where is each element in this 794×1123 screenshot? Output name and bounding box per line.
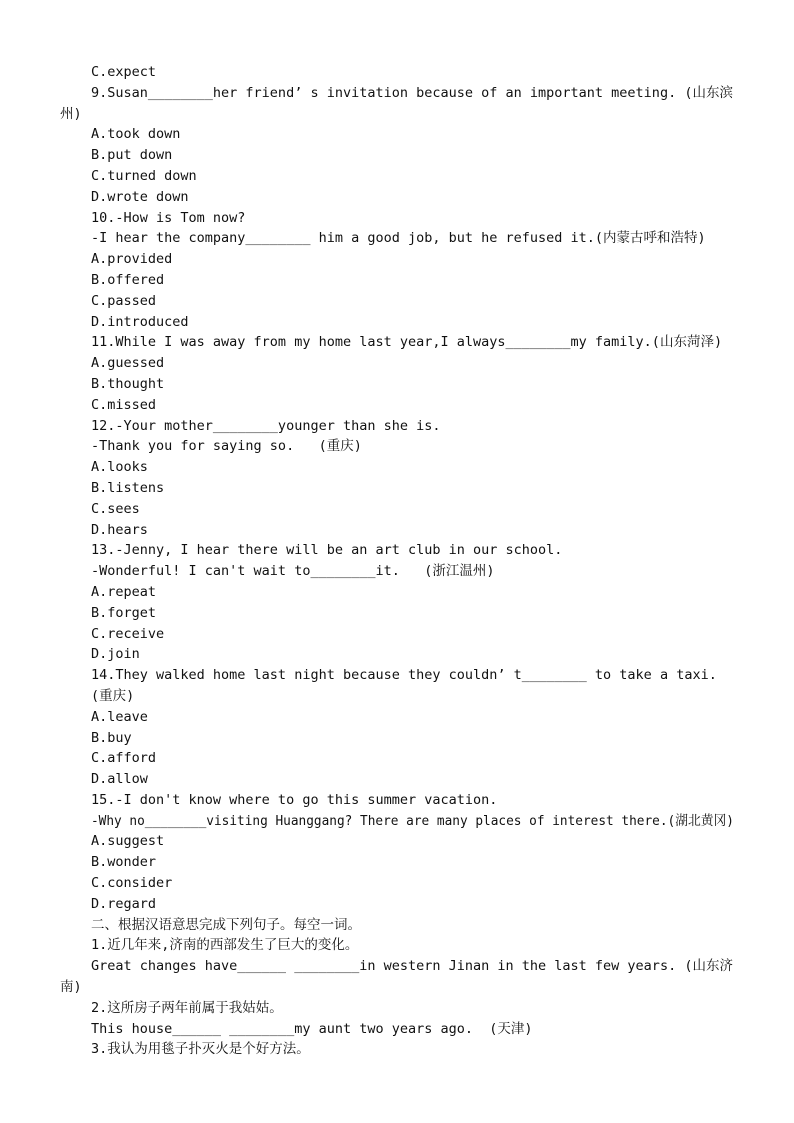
text-line: B.forget — [91, 604, 157, 621]
text-line: B.wonder — [91, 854, 157, 871]
text-line: 14.They walked home last night because they couldn’ t________ to take a taxi. — [91, 667, 717, 684]
text-line: 州) — [60, 105, 82, 122]
text-line: A.guessed — [91, 355, 165, 372]
text-line: -I hear the company________ him a good job, but he refused it.(内蒙古呼和浩特) — [91, 230, 706, 247]
text-line: D.allow — [91, 771, 148, 788]
text-line: A.took down — [91, 126, 181, 143]
text-line: 12.-Your mother________younger than she is. — [91, 417, 441, 434]
text-line: A.suggest — [91, 833, 165, 850]
text-line: D.introduced — [91, 313, 189, 330]
text-line: -Wonderful! I can't wait to________it. (浙江温州) — [91, 563, 495, 580]
text-line: 二、根据汉语意思完成下列句子。每空一词。 — [91, 916, 361, 933]
text-line: A.looks — [91, 459, 148, 476]
text-line: Great changes have______ ________in western Jinan in the last few years. (山东济 — [91, 958, 733, 975]
text-line: (重庆) — [91, 687, 135, 704]
text-line: 10.-How is Tom now? — [91, 209, 246, 226]
text-line: -Thank you for saying so. (重庆) — [91, 438, 362, 455]
text-line: C.expect — [91, 64, 157, 80]
text-line: 15.-I don't know where to go this summer vacation. — [91, 791, 498, 808]
text-line: D.join — [91, 646, 140, 663]
text-line: D.regard — [91, 895, 157, 912]
text-line: C.turned down — [91, 167, 197, 184]
text-line: C.passed — [91, 292, 157, 309]
text-line: -Why no________visiting Huanggang? There are many places of interest there.(湖北黄冈) — [91, 812, 734, 829]
text-line: B.thought — [91, 375, 165, 392]
text-line: B.put down — [91, 147, 173, 164]
text-line: C.receive — [91, 625, 165, 642]
text-line: 南) — [60, 979, 82, 996]
text-line: 3.我认为用毯子扑灭火是个好方法。 — [91, 1041, 310, 1058]
text-line: 9.Susan________her friend’ s invitation because of an important meeting. (山东滨 — [91, 84, 733, 101]
text-line: D.wrote down — [91, 188, 189, 205]
text-line: C.missed — [91, 396, 157, 413]
text-line: A.repeat — [91, 583, 157, 600]
text-line: This house______ ________my aunt two years ago. (天津) — [91, 1020, 533, 1037]
text-line: B.buy — [91, 729, 132, 746]
text-line: B.listens — [91, 479, 165, 496]
text-line: A.leave — [91, 708, 148, 725]
text-line: A.provided — [91, 251, 173, 268]
text-line: 1.近几年来,济南的西部发生了巨大的变化。 — [91, 937, 359, 954]
text-line: 13.-Jenny, I hear there will be an art club in our school. — [91, 542, 563, 559]
text-line: B.offered — [91, 271, 165, 288]
text-line: C.afford — [91, 750, 157, 767]
text-line: C.consider — [91, 875, 173, 892]
text-line: C.sees — [91, 500, 140, 517]
text-line: D.hears — [91, 521, 148, 538]
text-line: 2.这所房子两年前属于我姑姑。 — [91, 999, 283, 1016]
text-line: 11.While I was away from my home last year,I always________my family.(山东菏泽) — [91, 334, 723, 351]
